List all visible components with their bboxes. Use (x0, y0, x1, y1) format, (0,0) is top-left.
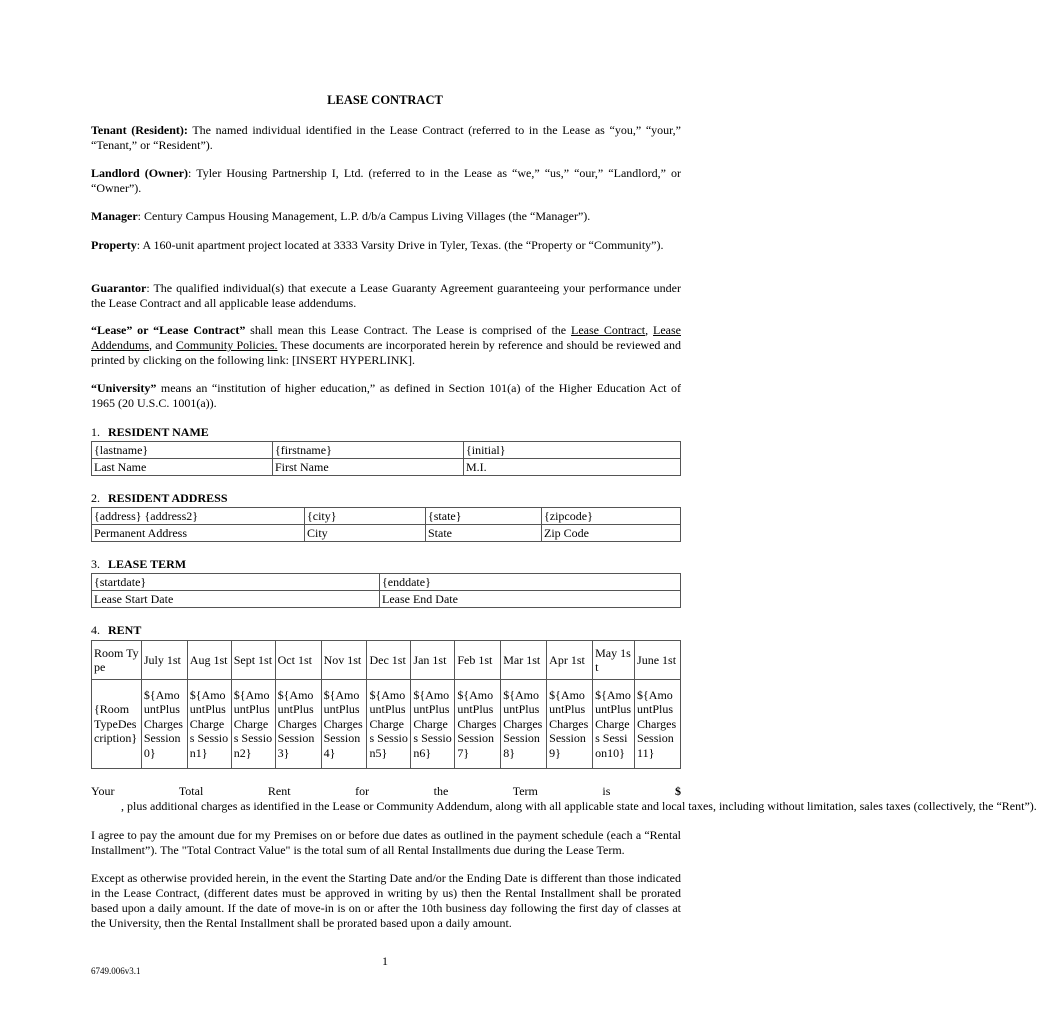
section-number: 1. (91, 425, 100, 439)
rent-room-type-cell: {Room TypeDescription} (92, 680, 142, 769)
enddate-value[interactable]: {enddate} (380, 574, 681, 591)
community-policies-link[interactable]: Community Policies. (175, 338, 278, 352)
lease-sep-2: , and (149, 338, 176, 352)
section-number: 2. (91, 491, 100, 505)
zipcode-label: Zip Code (542, 525, 681, 542)
address-value[interactable]: {address} {address2} (92, 508, 305, 525)
startdate-value[interactable]: {startdate} (92, 574, 380, 591)
section-resident-name-heading (91, 425, 209, 440)
firstname-value[interactable]: {firstname} (273, 442, 464, 459)
firstname-label: First Name (273, 459, 464, 476)
rent-header-month: Nov 1st (321, 641, 367, 680)
section-resident-address-heading (91, 491, 228, 506)
lease-text-b: These documents are incorporated herein by reference and should be reviewed and printed by clicking on the following link: [INSERT HYPERLINK]. (91, 338, 681, 367)
total-rent-text-a: Your Total Rent for the Term is (91, 784, 675, 798)
resident-address-table (91, 507, 681, 542)
section-number: 3. (91, 557, 100, 571)
rent-amount-cell: ${AmountPlusCharges Session7} (455, 680, 501, 769)
section-title: RESIDENT ADDRESS (108, 491, 228, 505)
rent-amount-cell: ${AmountPlusCharges Session0} (141, 680, 187, 769)
rent-header-month: July 1st (141, 641, 187, 680)
manager-paragraph (91, 209, 681, 224)
state-value[interactable]: {state} (426, 508, 542, 525)
total-rent-paragraph (91, 784, 1037, 814)
rent-schedule-table (91, 640, 681, 769)
except-paragraph: Except as otherwise provided herein, in the event the Starting Date and/or the Ending Date is different than those indicated in the Lease Contract, (different dates must be approved in writing by us) then the Rental Installment shall be prorated based upon a daily amount. If the date of move-in is on or after the 10th business day following the first day of classes at the University, then the Rental Installment shall be prorated based upon a daily amount. (91, 871, 681, 930)
property-paragraph (91, 238, 681, 253)
state-label: State (426, 525, 542, 542)
address-label: Permanent Address (92, 525, 305, 542)
lease-label: “Lease” or “Lease Contract” (91, 323, 246, 337)
agree-paragraph: I agree to pay the amount due for my Premises on or before due dates as outlined in the payment schedule (each a “Rental Installment”). The "Total Contract Value" is the total sum of all Rental Installments due during the Lease Term. (91, 828, 681, 857)
section-rent-heading (91, 623, 141, 638)
rent-amount-cell: ${AmountPlusCharges Session11} (635, 680, 681, 769)
city-label: City (305, 525, 426, 542)
property-text: : A 160-unit apartment project located at 3333 Varsity Drive in Tyler, Texas. (the “Property or “Community”). (136, 238, 664, 252)
guarantor-label: Guarantor (91, 281, 147, 295)
guarantor-paragraph (91, 281, 681, 311)
lease-text-a: shall mean this Lease Contract. The Lease is comprised of the (245, 323, 571, 337)
rent-header-month: Dec 1st (367, 641, 411, 680)
rent-header-month: Oct 1st (275, 641, 321, 680)
lease-term-table (91, 573, 681, 608)
rent-amount-cell: ${AmountPlusCharges Session2} (231, 680, 275, 769)
rent-header-month: Apr 1st (547, 641, 593, 680)
total-rent-text-b: , plus additional charges as identified in the Lease or Community Addendum, along with all applicable state and local taxes, including without limitation, sales taxes (collectively, the “Rent”). (91, 799, 1037, 813)
total-rent-dollar: $ (675, 784, 681, 798)
page-title: LEASE CONTRACT (327, 93, 443, 107)
rent-header-month: Aug 1st (187, 641, 231, 680)
rent-header-month: Jan 1st (411, 641, 455, 680)
rent-amount-cell: ${AmountPlusCharges Session3} (275, 680, 321, 769)
guarantor-text: : The qualified individual(s) that execute a Lease Guaranty Agreement guaranteeing your performance under the Lease Contract and all applicable lease addendums. (91, 281, 681, 310)
zipcode-value[interactable]: {zipcode} (542, 508, 681, 525)
section-number: 4. (91, 623, 100, 637)
landlord-paragraph (91, 166, 681, 196)
rent-header-month: Sept 1st (231, 641, 275, 680)
rent-amount-cell: ${AmountPlusCharges Session5} (367, 680, 411, 769)
lease-paragraph (91, 323, 681, 368)
manager-label: Manager (91, 209, 138, 223)
section-lease-term-heading (91, 557, 186, 572)
section-title: RESIDENT NAME (108, 425, 209, 439)
tenant-label: Tenant (Resident): (91, 123, 188, 137)
page-number: 1 (382, 954, 388, 968)
rent-header-month: Feb 1st (455, 641, 501, 680)
landlord-label: Landlord (Owner) (91, 166, 189, 180)
rent-header-month: Mar 1st (501, 641, 547, 680)
section-title: LEASE TERM (108, 557, 187, 571)
rent-amount-cell: ${AmountPlusCharges Session1} (187, 680, 231, 769)
lease-sep-1: , (645, 323, 654, 337)
rent-amount-cell: ${AmountPlusCharges Session9} (547, 680, 593, 769)
tenant-text: The named individual identified in the Lease Contract (referred to in the Lease as “you,” “your,” “Tenant,” or “Resident”). (91, 123, 682, 152)
university-text: means an “institution of higher education,” as defined in Section 101(a) of the Higher Education Act of 1965 (20 U.S.C. 1001(a)). (91, 381, 681, 410)
rent-amount-cell: ${AmountPlusCharges Session4} (321, 680, 367, 769)
initial-value[interactable]: {initial} (464, 442, 681, 459)
university-label: “University” (91, 381, 157, 395)
resident-name-table (91, 441, 681, 476)
document-id: 6749.006v3.1 (91, 966, 141, 976)
rent-amount-cell: ${AmountPlusCharges Session6} (411, 680, 455, 769)
rent-amount-cell: ${AmountPlusCharges Session10} (593, 680, 635, 769)
lastname-label: Last Name (92, 459, 273, 476)
rent-amount-cell: ${AmountPlusCharges Session8} (501, 680, 547, 769)
university-paragraph (91, 381, 681, 411)
landlord-text: : Tyler Housing Partnership I, Ltd. (referred to in the Lease as “we,” “us,” “our,” “Landlord,” or “Owner”). (91, 166, 681, 195)
rent-header-room-type: Room Type (92, 641, 142, 680)
lease-addendums-link[interactable]: Lease Addendums (91, 323, 681, 352)
startdate-label: Lease Start Date (92, 591, 380, 608)
enddate-label: Lease End Date (380, 591, 681, 608)
lastname-value[interactable]: {lastname} (92, 442, 273, 459)
section-title: RENT (108, 623, 142, 637)
rent-header-month: June 1st (635, 641, 681, 680)
tenant-paragraph (91, 123, 681, 153)
city-value[interactable]: {city} (305, 508, 426, 525)
manager-text: : Century Campus Housing Management, L.P. d/b/a Campus Living Villages (the “Manager”). (137, 209, 591, 223)
lease-contract-link[interactable]: Lease Contract (570, 323, 646, 337)
property-label: Property (91, 238, 137, 252)
rent-header-month: May 1st (593, 641, 635, 680)
initial-label: M.I. (464, 459, 681, 476)
